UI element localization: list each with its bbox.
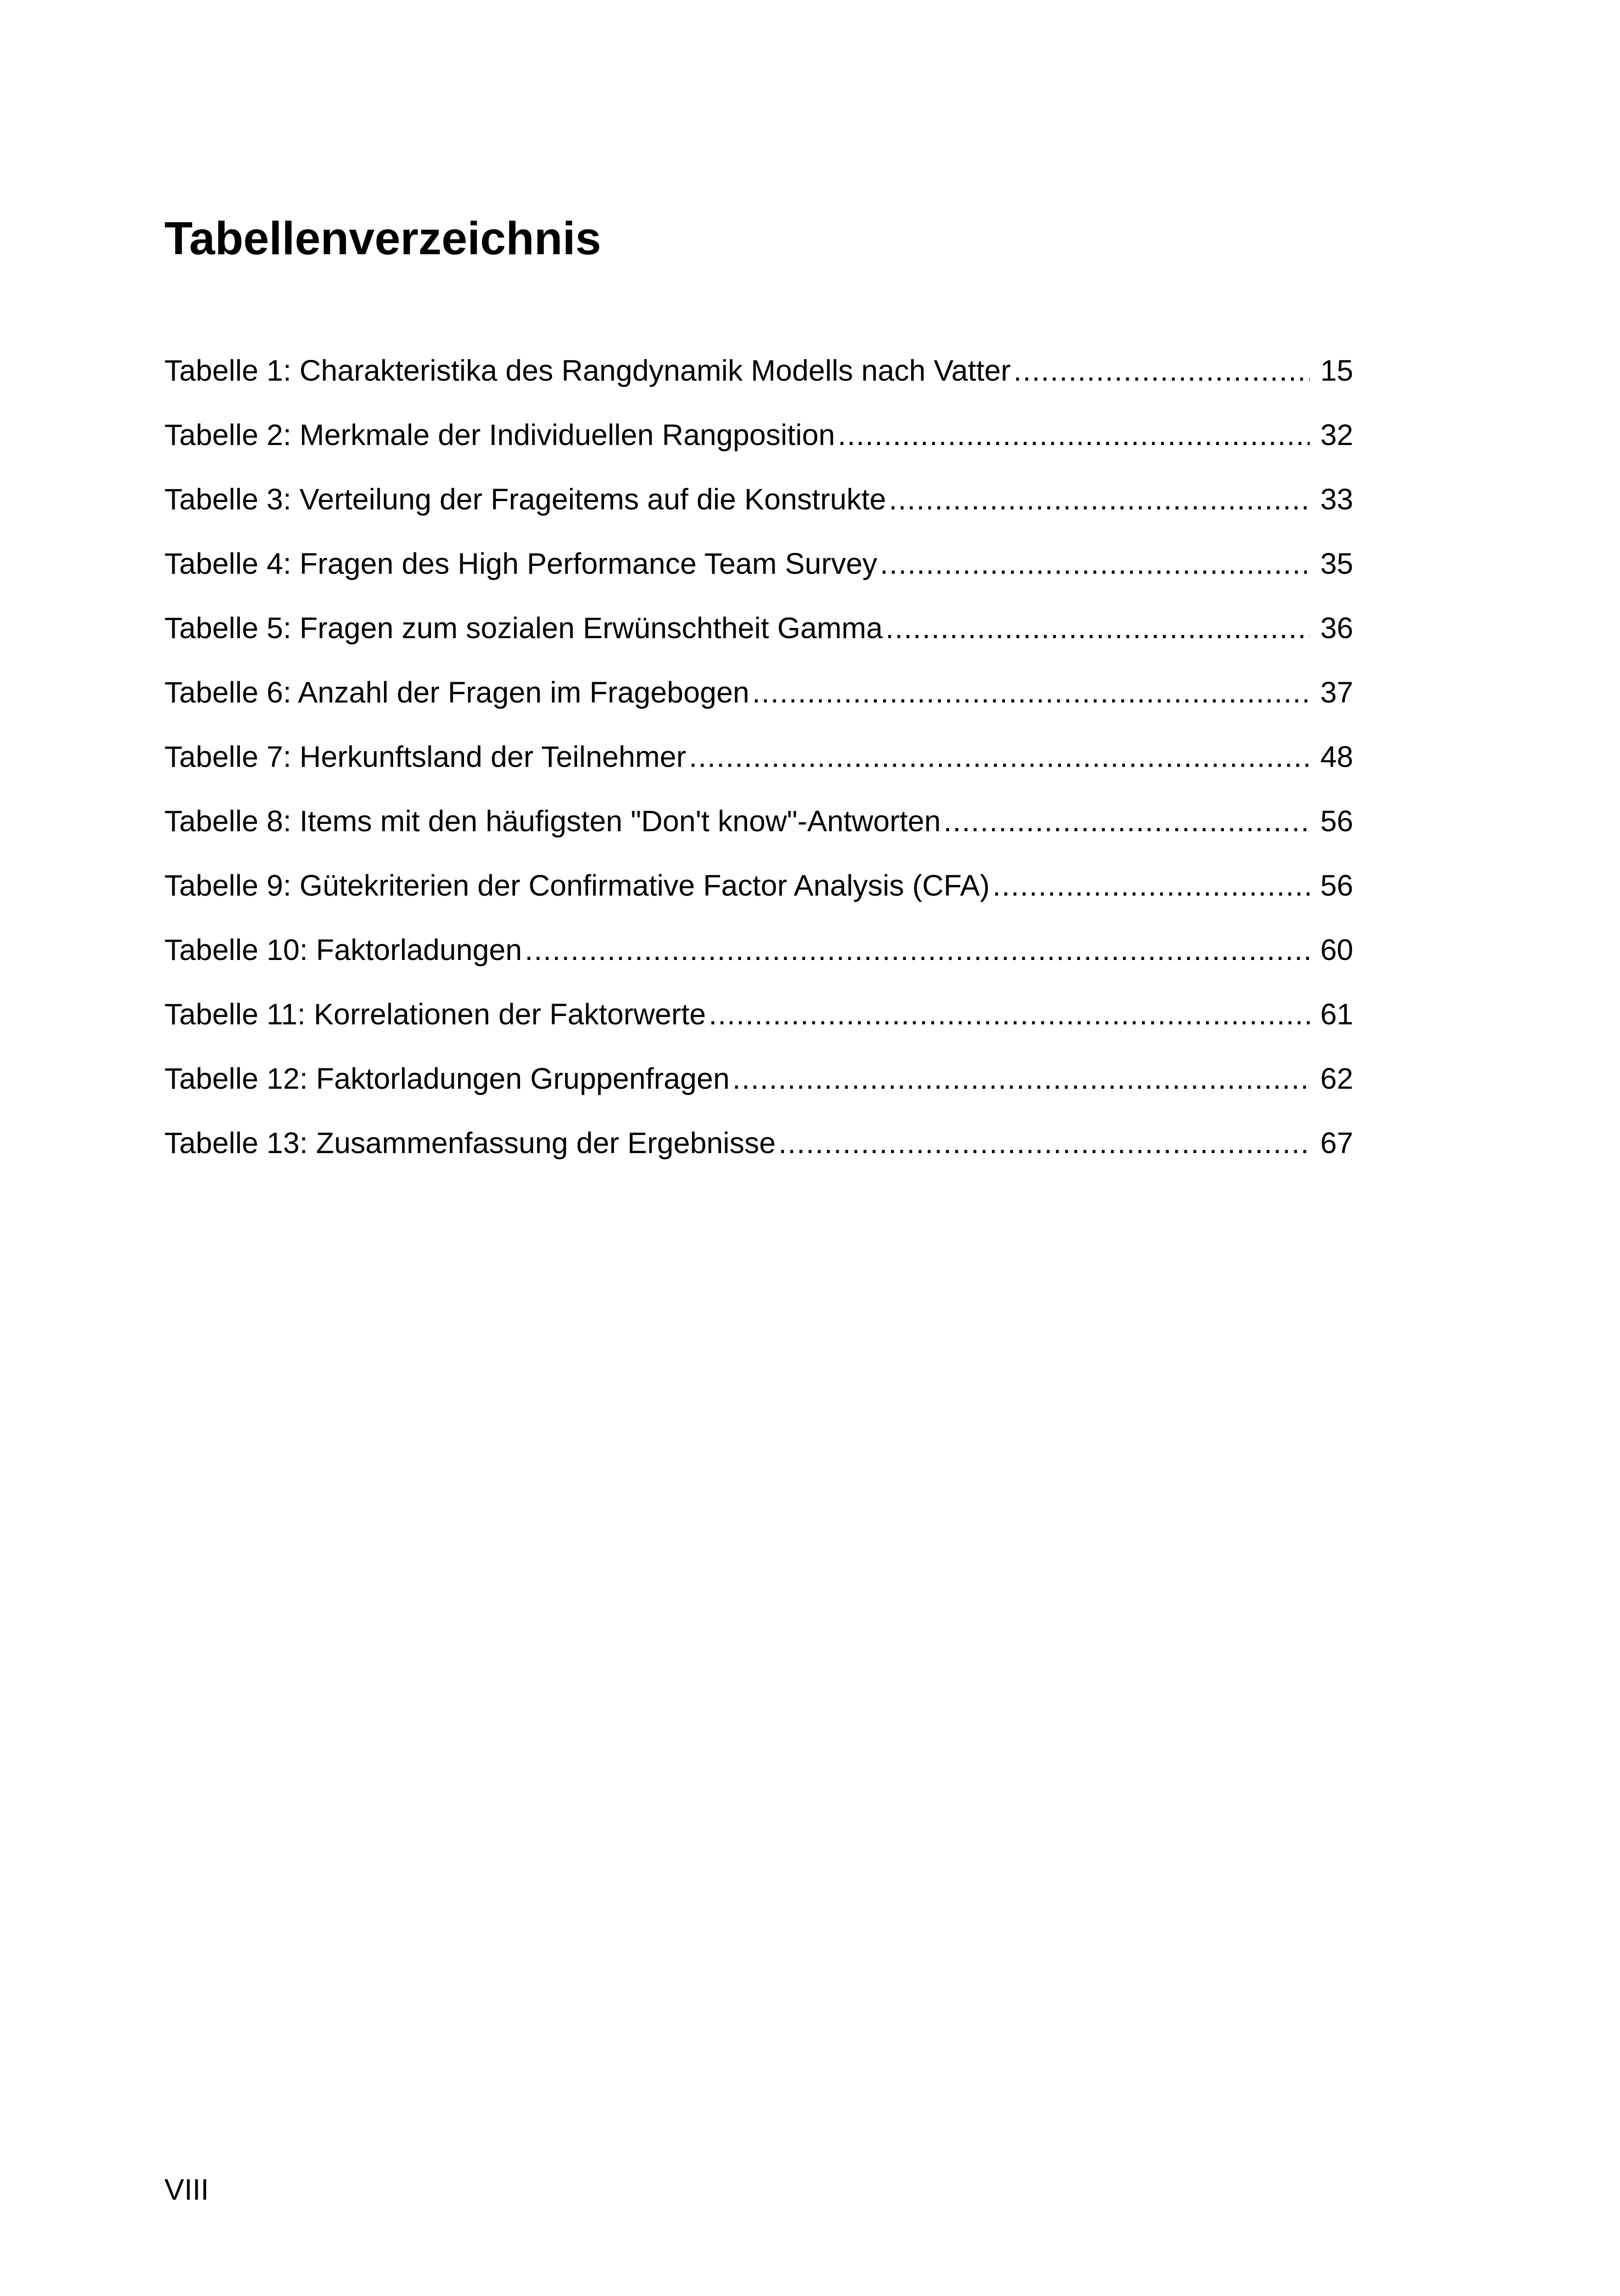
toc-entry-page: 62 (1320, 1062, 1353, 1095)
toc-entry-label: Tabelle 7: Herkunftsland der Teilnehmer (164, 740, 686, 773)
toc-dot-leader (525, 929, 1310, 971)
toc-entry[interactable] (164, 414, 1353, 478)
toc-entry-page: 60 (1320, 933, 1353, 966)
toc-entry-label: Tabelle 3: Verteilung der Frageitems auf die Konstrukte (164, 483, 886, 516)
toc-entry[interactable] (164, 929, 1353, 993)
toc-entry-label: Tabelle 2: Merkmale der Individuellen Rangposition (164, 418, 835, 452)
toc-entry-label: Tabelle 5: Fragen zum sozialen Erwünschtheit Gamma (164, 611, 883, 645)
toc-entry-page: 48 (1320, 740, 1353, 773)
toc-entry-label: Tabelle 8: Items mit den häufigsten "Don't know"-Antworten (164, 804, 941, 838)
toc-entry[interactable] (164, 671, 1353, 736)
toc-entry-page: 35 (1320, 547, 1353, 580)
toc-entry[interactable] (164, 865, 1353, 929)
toc-entry[interactable] (164, 543, 1353, 607)
toc-entry-label: Tabelle 12: Faktorladungen Gruppenfragen (164, 1062, 730, 1095)
toc-dot-leader (992, 865, 1310, 906)
toc-entry-page: 56 (1320, 869, 1353, 902)
toc-dot-leader (1013, 350, 1310, 391)
toc-entry[interactable] (164, 800, 1353, 865)
toc-dot-leader (880, 543, 1310, 584)
page-number: VIII (164, 2173, 209, 2206)
page-title: Tabellenverzeichnis (164, 213, 601, 264)
toc-entry-label: Tabelle 10: Faktorladungen (164, 933, 522, 966)
toc-entry-page: 32 (1320, 418, 1353, 452)
toc-entry-label: Tabelle 11: Korrelationen der Faktorwerte (164, 997, 706, 1031)
toc-entry-page: 15 (1320, 354, 1353, 387)
toc-entry[interactable] (164, 1122, 1353, 1186)
toc-entry[interactable] (164, 607, 1353, 671)
toc-entry[interactable] (164, 478, 1353, 543)
toc-dot-leader (779, 1122, 1310, 1164)
toc-dot-leader (838, 414, 1310, 456)
toc-dot-leader (732, 1058, 1310, 1099)
toc-entry[interactable] (164, 350, 1353, 414)
toc-entry-page: 33 (1320, 483, 1353, 516)
toc-entry-page: 56 (1320, 804, 1353, 838)
toc-dot-leader (709, 993, 1310, 1035)
toc-dot-leader (943, 800, 1310, 842)
toc-entry-page: 36 (1320, 611, 1353, 645)
toc-entry-label: Tabelle 9: Gütekriterien der Confirmative Factor Analysis (CFA) (164, 869, 990, 902)
table-of-tables (164, 350, 1353, 1186)
toc-entry-page: 67 (1320, 1126, 1353, 1160)
toc-dot-leader (689, 736, 1310, 778)
toc-dot-leader (889, 478, 1310, 520)
toc-entry[interactable] (164, 993, 1353, 1058)
toc-entry[interactable] (164, 736, 1353, 800)
toc-entry-page: 61 (1320, 997, 1353, 1031)
toc-dot-leader (752, 671, 1310, 713)
toc-entry-label: Tabelle 4: Fragen des High Performance Team Survey (164, 547, 878, 580)
toc-entry[interactable] (164, 1058, 1353, 1122)
toc-entry-label: Tabelle 13: Zusammenfassung der Ergebnisse (164, 1126, 776, 1160)
toc-entry-page: 37 (1320, 676, 1353, 709)
toc-entry-label: Tabelle 6: Anzahl der Fragen im Fragebogen (164, 676, 749, 709)
toc-entry-label: Tabelle 1: Charakteristika des Rangdynamik Modells nach Vatter (164, 354, 1011, 387)
toc-dot-leader (885, 607, 1310, 649)
